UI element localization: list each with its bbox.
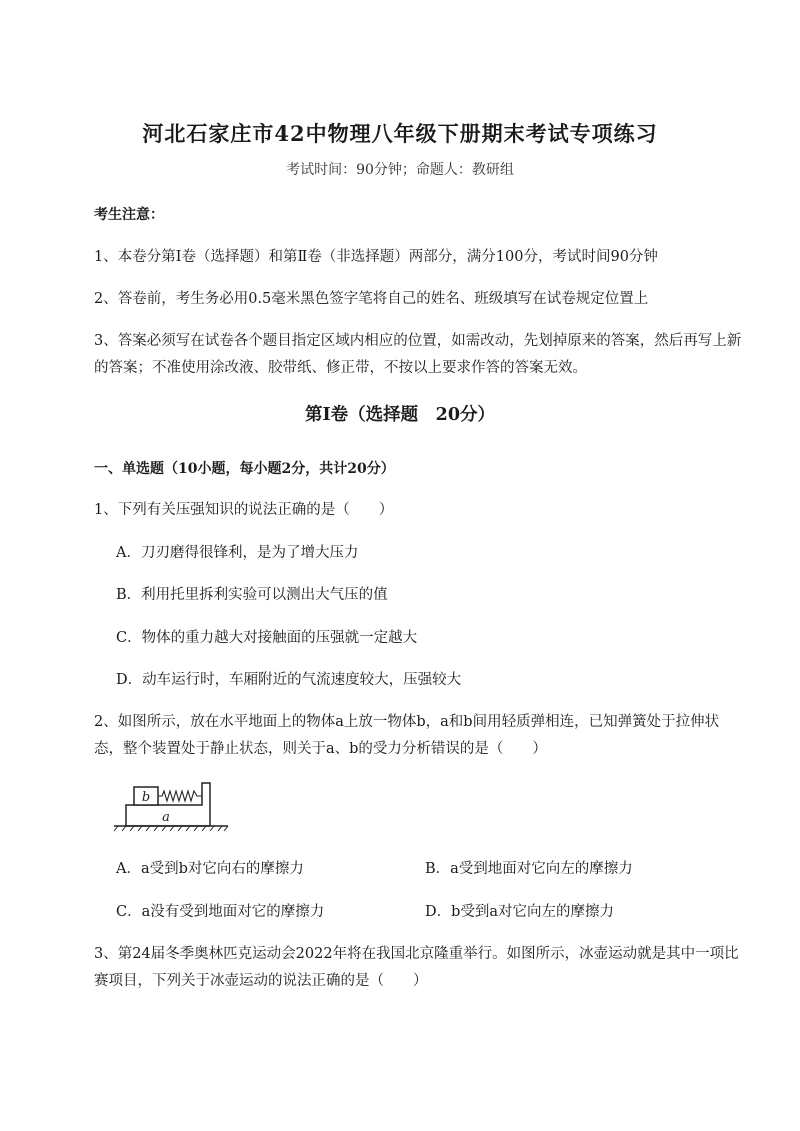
question-1-option-b[interactable]: B．利用托里拆利实验可以测出大气压的值 [116,587,388,603]
notice-item-2: 2、答卷前，考生务必用0.5毫米黑色签字笔将自己的姓名、班级填写在试卷规定位置上 [94,291,649,307]
exam-info: 考试时间：90分钟；命题人：教研组 [286,162,514,178]
question-3-stem-line-1: 3、第24届冬季奥林匹克运动会2022年将在我国北京隆重举行。如图所示，冰壶运动就是其中一项比 [94,946,739,962]
notice-item-1: 1、本卷分第Ⅰ卷（选择题）和第Ⅱ卷（非选择题）两部分，满分100分，考试时间90分钟 [94,249,658,265]
question-1-stem: 1、下列有关压强知识的说法正确的是（ ） [94,502,394,518]
question-1-option-c[interactable]: C．物体的重力越大对接触面的压强就一定越大 [116,630,418,646]
question-1-option-a[interactable]: A．刀刃磨得很锋利，是为了增大压力 [116,545,359,561]
part-heading: 一、单选题（10小题，每小题2分，共计20分） [94,461,395,477]
question-3-stem-line-2: 赛项目，下列关于冰壶运动的说法正确的是（ ） [94,973,428,989]
question-1-option-d[interactable]: D．动车运行时，车厢附近的气流速度较大，压强较大 [116,672,462,688]
notice-item-3: 3、答案必须写在试卷各个题目指定区域内相应的位置，如需改动，先划掉原来的答案，然后再写上新 [94,333,742,349]
question-2-stem-line-2: 态，整个装置处于静止状态，则关于a、b的受力分析错误的是（ ） [94,741,547,757]
question-2-option-d[interactable]: D．b受到a对它向左的摩擦力 [425,904,615,920]
spring-blocks-figure [110,773,235,833]
block-a-label: a [162,810,170,825]
section-title: 第Ⅰ卷（选择题 20分） [304,405,496,425]
question-2-option-c[interactable]: C．a没有受到地面对它的摩擦力 [116,904,325,920]
block-b-label: b [141,790,151,805]
notice-item-3-continued: 的答案；不准使用涂改液、胶带纸、修正带，不按以上要求作答的答案无效。 [94,360,587,376]
question-2-stem-line-1: 2、如图所示，放在水平地面上的物体a上放一物体b，a和b间用轻质弹相连，已知弹簧处于拉伸状 [94,714,720,730]
question-2-option-b[interactable]: B．a受到地面对它向左的摩擦力 [425,861,633,877]
question-2-option-a[interactable]: A．a受到b对它向右的摩擦力 [116,861,304,877]
page-title: 河北石家庄市42中物理八年级下册期末考试专项练习 [142,121,658,146]
notice-heading: 考生注意： [94,207,164,223]
